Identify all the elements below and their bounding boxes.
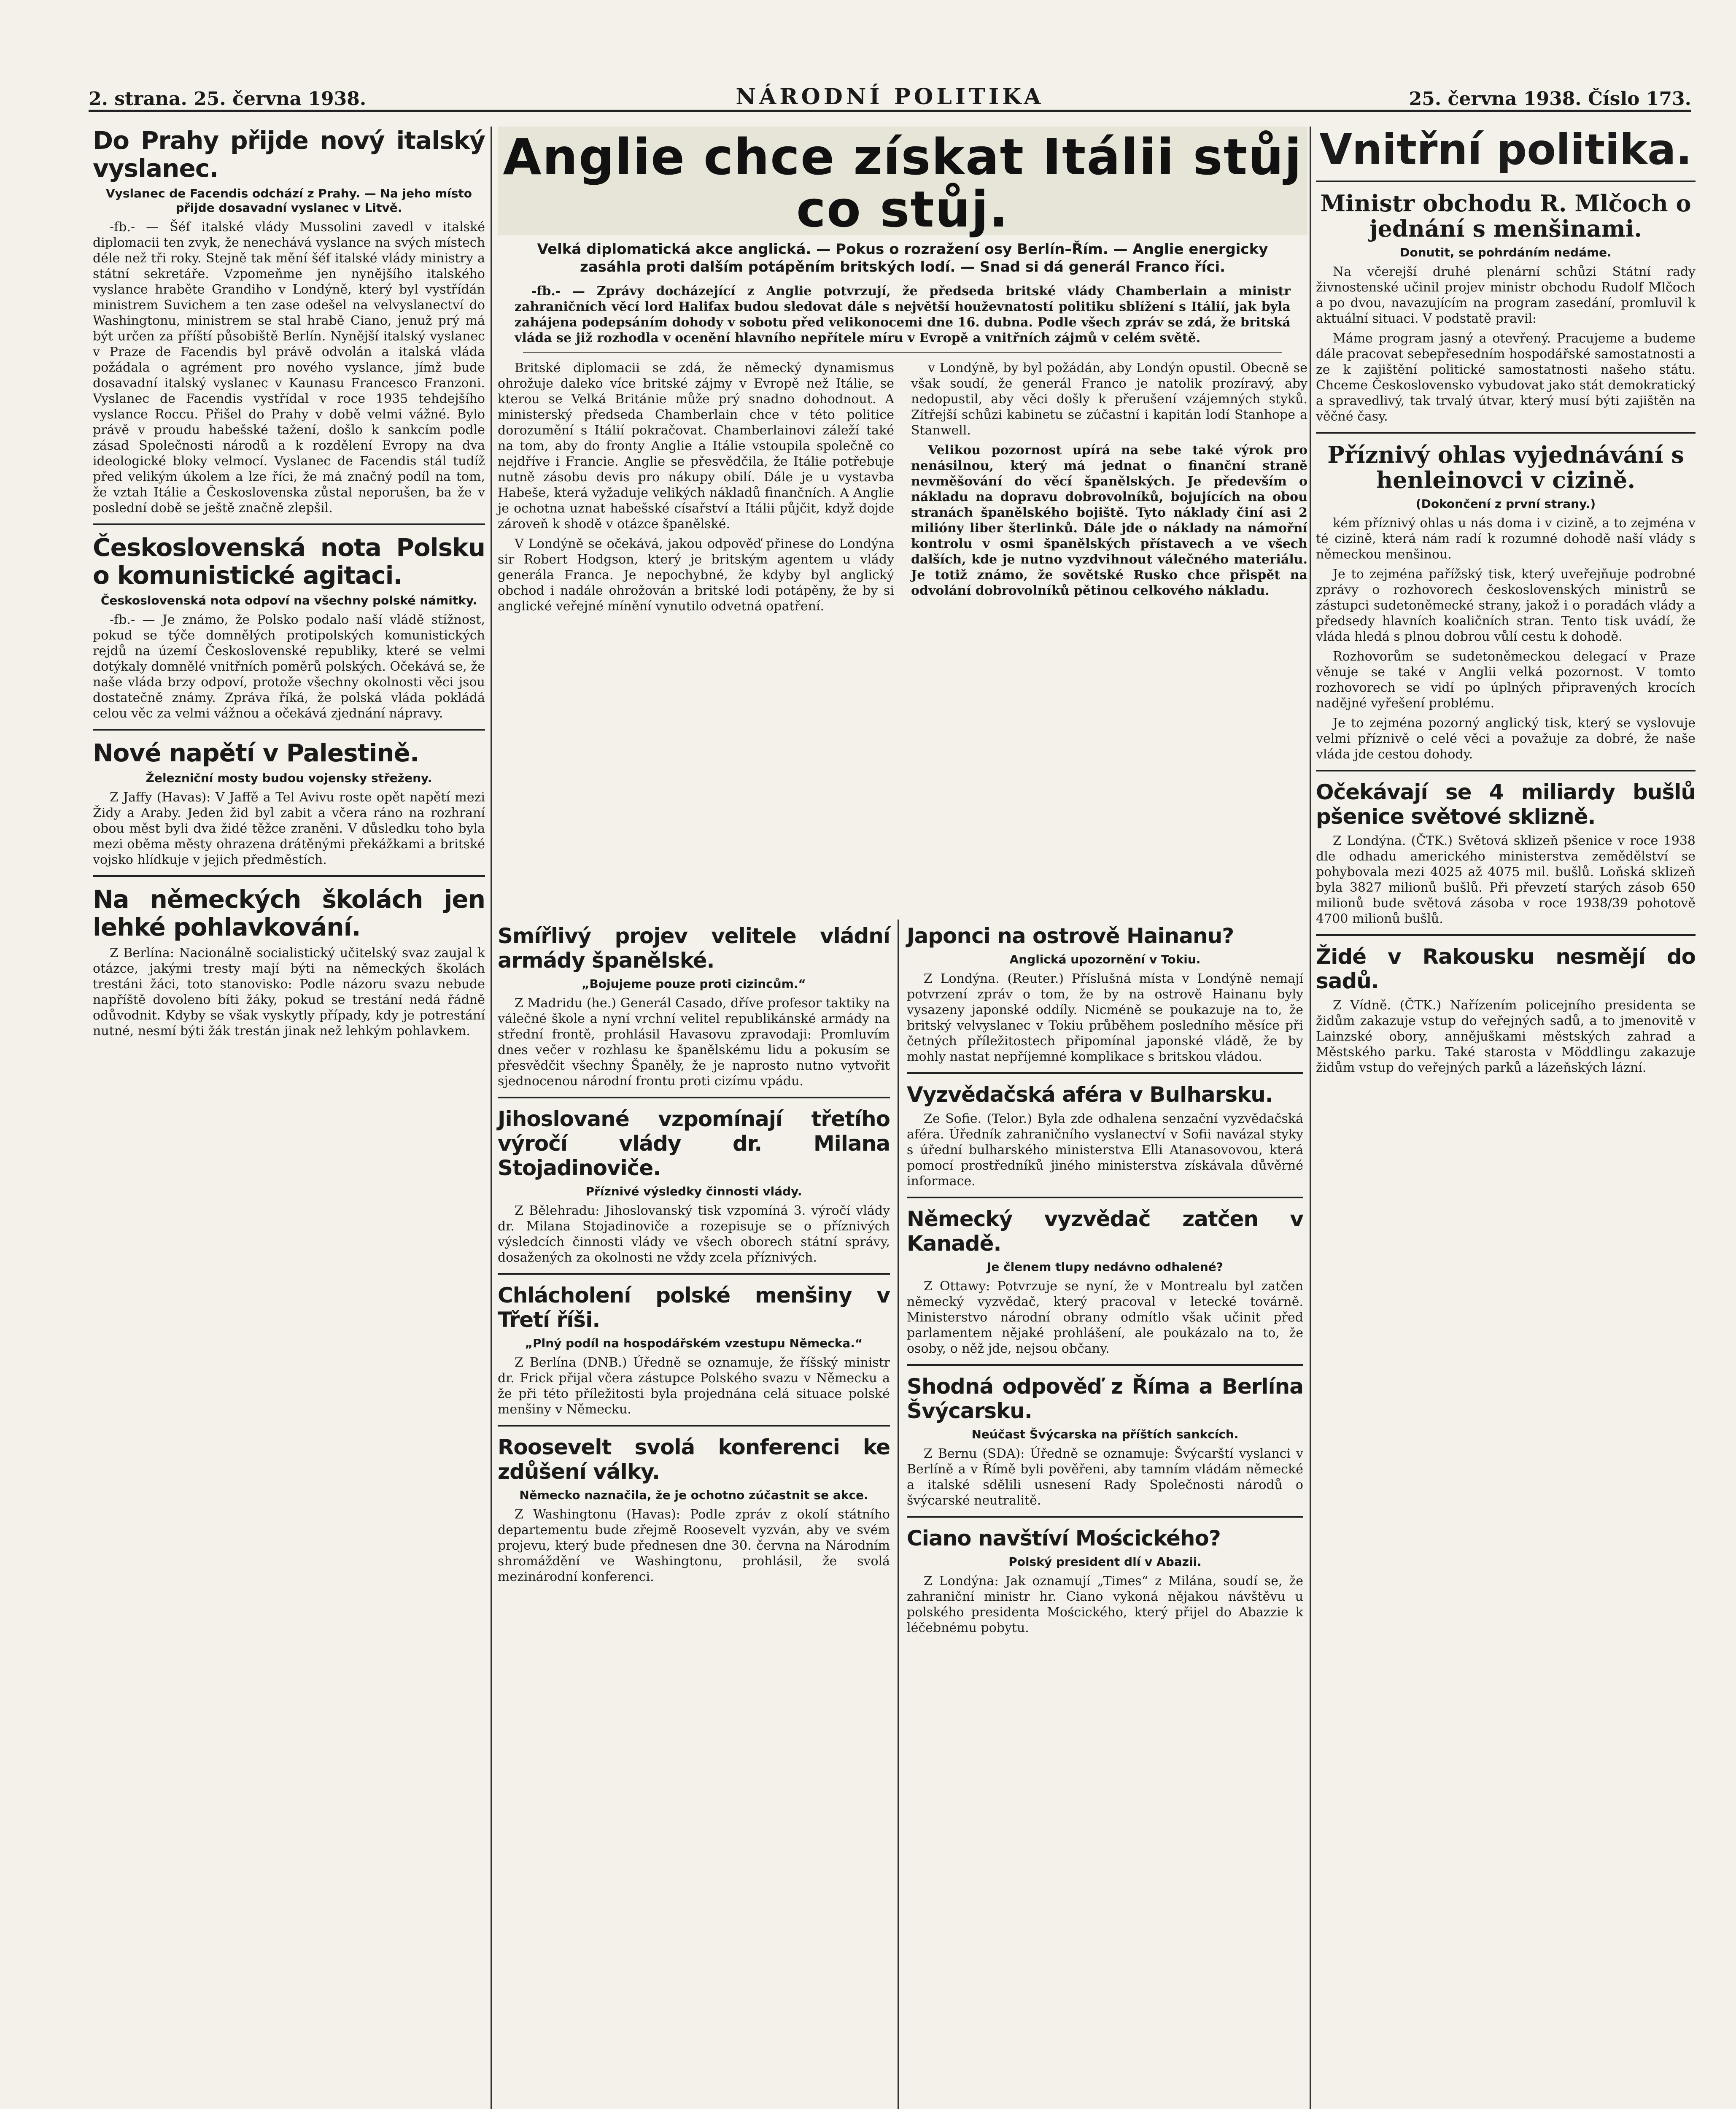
- column-3: [907, 924, 1303, 1640]
- lead-story-left: [498, 360, 894, 618]
- article-divider: [1316, 432, 1696, 434]
- masthead: [89, 74, 1691, 112]
- article-divider: [498, 1425, 890, 1427]
- lead-story: [498, 127, 1307, 618]
- article-paragraph: -fb.- — Šéf italské vlády Mussolini zavedl v italské diplomacii ten zvyk, že nenechává vyslance na svých místech déle než tři roky. Stejně tak mění šéf italské vlády ministry a státní sekretáře. Vzpomeňme jen nynějšího italského vyslance hraběte Grandiho v Londýně, který byl vystřídán ministrem Suvichem a ten zase odešel na velvyslanectví do Washingtonu, ministrem se stal hrabě Ciano, jenuž prý má být určen za příští působiště Berlín. Nynější italský vyslanec v Praze de Facendis byl právě odvolán a italská vláda požádala o agrément pro nového vyslance, jímž bude dosavadní italský vyslanec v Kaunasu Francesco Franzoni. Vyslanec de Facendis vystřídal v roce 1935 tehdejšího vyslance Roccu. Přišel do Prahy v době velmi vážné. Bylo právě v proudu habešské tažení, došlo k sankcím podle zásad Společnosti národů a k rozdělení Evropy na dva ideologické bloky velmocí. Vyslanec de Facendis stál tudíž před velikým úkolem a lze říci, že má značný podíl na tom, že vztah Itálie a Československa zůstal neporušen, ba že v poslední době se ještě značně zlepšil.: [93, 220, 485, 515]
- article-divider: [93, 729, 485, 731]
- column-2: [498, 924, 890, 1589]
- column-rule: [898, 920, 899, 2109]
- article-title: Nové napětí v Palestině.: [93, 739, 419, 767]
- article-subtitle: Neúčast Švýcarska na příštích sankcích.: [971, 1427, 1239, 1441]
- article-title: Chlácholení polské menšiny v Třetí říši.: [498, 1283, 890, 1332]
- article-divider: [907, 1072, 1303, 1074]
- article-paragraph: Z Bernu (SDA): Úředně se oznamuje: Švýcarští vyslanci v Berlíně a v Římě byli pověřeni, aby tamním vládám německé a italské sdělili usnesení Rady Společnosti národů o švýcarské neutralitě.: [907, 1446, 1303, 1508]
- article-paragraph: kém příznivý ohlas u nás doma i v cizině, a to zejména v té cizině, která nám radí k rozumné dohodě naší vlády s německou menšinou.: [1316, 516, 1696, 562]
- article-paragraph: -fb.- — Je známo, že Polsko podalo naší vládě stížnost, pokud se týče domnělých protipolských komunistických rejdů na území Československé republiky, které se velmi dotýkaly domnělé vnitřních poměrů polských. Očekává se, že naše vláda brzy odpoví, protože všechny okolnosti věci jsou dostatečně známy. Zpráva říká, že polská vláda pokládá celou věc za velmi vážnou a očekává zjednání nápravy.: [93, 612, 485, 721]
- article-title: Příznivý ohlas vyjednávání s henleinovci v cizině.: [1327, 441, 1684, 494]
- article-subtitle: Příznivé výsledky činnosti vlády.: [585, 1184, 802, 1198]
- article-paragraph: Z Jaffy (Havas): V Jaffě a Tel Avivu roste opět napětí mezi Židy a Araby. Jeden žid byl zabit a včera ráno na rozhraní obou měst byli dva židé těžce zraněni. V důsledku toho byla mezi oběma městy ohrazena drátěnými překážkami a britské vojsko hlídkuje v jejich předměstích.: [93, 790, 485, 867]
- article-paragraph: Z Madridu (he.) Generál Casado, dříve profesor taktiky na válečné škole a nyní vrchní velitel republikánské armády na střední frontě, prohlásil Havasovu zpravodaji: Promluvím dnes večer v rozhlasu ke španělskému lidu a pokusím se přesvědčit všechny Španěly, že je naprosto nutno vytvořit sjednocenou národní frontu proti cizímu vpádu.: [498, 996, 890, 1089]
- article-paragraph: Z Ottawy: Potvrzuje se nyní, že v Montrealu byl zatčen německý vyzvědač, který pracoval v letecké továrně. Ministerstvo národní obrany odmítlo však učinit před parlamentem nějaké prohlášení, ale poukázalo na to, že osoby, o něž jde, nejsou občany.: [907, 1279, 1303, 1356]
- article-title: Japonci na ostrově Hainanu?: [907, 924, 1234, 948]
- article-paragraph: Z Bělehradu: Jihoslovanský tisk vzpomíná 3. výročí vlády dr. Milana Stojadinoviče a rozepisuje se o příznivých výsledcích činnosti vlády ve všech oborech státní správy, dosažených za okolnosti ne vždy zcela příznivých.: [498, 1203, 890, 1265]
- masthead-page-date: 2. strana. 25. června 1938.: [89, 88, 367, 110]
- column-1: [93, 127, 485, 1043]
- article-paragraph: v Londýně, by byl požádán, aby Londýn opustil. Obecně se však soudí, že generál Franco je natolik prozíravý, aby nedopustil, aby věci došly k přerušení vzájemných styků. Zítřejší schůzi kabinetu se zúčastní i kapitán lodí Stanhope a Stanwell.: [911, 361, 1307, 438]
- article-title: Roosevelt svolá konferenci ke zdůšení války.: [498, 1435, 890, 1484]
- article-title: Československá nota Polsku o komunistické agitaci.: [93, 533, 485, 590]
- article-divider: [498, 1097, 890, 1098]
- article-divider: [907, 1364, 1303, 1366]
- article-paragraph: Velikou pozornost upírá na sebe také výrok pro nenásilnou, který má jednat o finanční straně nevměšování do věcí španělských. Je především o nákladu na dopravu dobrovolníků, bojujících na obou stranách španělského bojiště. Tyto náklady činí asi 2 milióny liber šterlinků. Dále jde o náklady na námořní kontrolu v osmi španělských přístavech a ve všech dalších, kde je nutno vyzdvihnout válečného materiálu. Je totiž známo, že sovětské Rusko chce přispět na odvolání dobrovolníků pětinou celkového nákladu.: [911, 443, 1307, 598]
- article-subtitle: Polský president dlí v Abazii.: [1008, 1555, 1202, 1569]
- article-subtitle: „Plný podíl na hospodářském vzestupu Německa.“: [525, 1336, 863, 1350]
- article-divider: [93, 523, 485, 525]
- masthead-title: NÁRODNÍ POLITIKA: [736, 84, 1044, 110]
- article-title: Shodná odpověď z Říma a Berlína Švýcarsku.: [907, 1374, 1303, 1423]
- article-paragraph: Na včerejší druhé plenární schůzi Státní rady živnostenské učinil projev ministr obchodu Rudolf Mlčoch a po dvou, navazujícím na program zasedání, promluvil k aktuální situaci. V podstatě pravil:: [1316, 264, 1696, 326]
- article-divider: [1316, 770, 1696, 771]
- article-subtitle: Anglická upozornění v Tokiu.: [1009, 952, 1201, 966]
- article-paragraph: V Londýně se očekává, jakou odpověď přinese do Londýna sir Robert Hodgson, který je britským agentem u vlády generála Franca. Je nepochybné, že kdyby byl anglický obchod i nadále ohrožován a britské lodi potápěny, že by si anglické veřejné mínění vynutilo odvetná opatření.: [498, 537, 894, 614]
- article-title: Na německých školách jen lehké pohlavkování.: [93, 885, 485, 941]
- article-subtitle: Je členem tlupy nedávno odhalené?: [987, 1260, 1224, 1274]
- lead-story-intro: -fb.- — Zprávy docházející z Anglie potvrzují, že předseda britské vlády Chamberlain a ministr zahraničních věcí lord Halifax budou sledovat dále s největší houževnatostí politiku sblížení s Itálií, jak byla zahájena podepsáním dohody v sobotu před velikonocemi dne 16. dubna. Podle všech zpráv se zdá, že britská vláda se již rozhodla v ocenění hlavního nepřítele míru v Evropě a vnitřních zájmů v celém světě.: [515, 284, 1291, 345]
- article-divider: [498, 1273, 890, 1275]
- lead-story-subtitle: Velká diplomatická akce anglická. — Pokus o rozražení osy Berlín–Řím. — Anglie energicky zasáhla proti dalším potápěním britských lodí. — Snad si dá generál Franco říci.: [537, 241, 1268, 275]
- article-title: Jihoslované vzpomínají třetího výročí vlády dr. Milana Stojadinoviče.: [498, 1107, 890, 1180]
- section-divider: [1316, 181, 1696, 182]
- article-subtitle: „Bojujeme pouze proti cizincům.“: [582, 977, 806, 991]
- article-title: Židé v Rakousku nesmějí do sadů.: [1316, 944, 1696, 993]
- article-subtitle: Vyslanec de Facendis odchází z Prahy. — Na jeho místo přijde dosavadní vyslanec v Litvě.: [105, 186, 472, 215]
- article-paragraph: Z Berlína (DNB.) Úředně se oznamuje, že říšský ministr dr. Frick přijal včera zástupce Polského svazu v Německu a že při této příležitosti byla projednána celá situace polské menšiny v Německu.: [498, 1355, 890, 1417]
- lead-story-body: [498, 360, 1307, 618]
- column-rule: [1310, 127, 1311, 2109]
- lead-story-right: [911, 360, 1307, 618]
- article-subtitle: Železniční mosty budou vojensky střeženy.: [146, 771, 432, 785]
- article-title: Ministr obchodu R. Mlčoch o jednání s menšinami.: [1320, 190, 1691, 242]
- lead-story-headline: Anglie chce získat Itálii stůj co stůj.: [498, 127, 1307, 235]
- article-paragraph: Britské diplomacii se zdá, že německý dynamismus ohrožuje daleko více britské zájmy v Evropě než Itálie, se kterou se Velká Británie může prý snadno dohodnout. A ministerský předseda Chamberlain chce v této politice dorozumění s Itálií pokračovat. Chamberlainovi záleží také na tom, aby do fronty Anglie a Itálie vstoupila společně co nejdříve i Francie. Anglie se přesvědčila, že Itálie potřebuje nutně zásobu devis pro nákupy obilí. Dále je u vystavba Habeše, která vyžaduje velikých nákladů finančních. A Anglie je ochotna uznat habešské císařství a Itálii půjčit, když dojde zároveň k shodě v otázce španělské.: [498, 361, 894, 531]
- article-paragraph: Z Berlína: Nacionálně socialistický učitelský svaz zaujal k otázce, jakými tresty mají býti na německých školách trestáni žáci, toto stanovisko: Podle názoru svazu nebude napříště dovoleno bíti žáky, pokud se trestání nedá řádně odůvodnit. Kdyby se však vyskytly případy, kdy je potrestání nutné, nesmí býti žák trestán jinak než lehkým pohlavkem.: [93, 946, 485, 1038]
- article-paragraph: Rozhovorům se sudetoněmeckou delegací v Praze věnuje se také v Anglii velká pozornost. V tomto rozhovorech se vidí po úplných připravených krocích nadějné vyřešení problému.: [1316, 649, 1696, 711]
- article-subtitle: Donutit, se pohrdáním nedáme.: [1400, 245, 1612, 259]
- article-divider: [93, 875, 485, 877]
- article-subtitle: Německo naznačila, že je ochotno zúčastnit se akce.: [519, 1488, 868, 1502]
- article-title: Smířlivý projev velitele vládní armády španělské.: [498, 924, 890, 973]
- lead-story-divider: [523, 352, 1282, 353]
- article-paragraph: Z Londýna. (Reuter.) Příslušná místa v Londýně nemají potvrzení zpráv o tom, že by na ostrově Hainanu byly vysazeny japonské oddíly. Nicméně se poukazuje na to, že britský velvyslanec v Tokiu průběhem posledního měsíce při četných příležitostech připomínal japonské vládě, že by mohly nastat nepříjemné komplikace s britskou vládou.: [907, 971, 1303, 1064]
- article-paragraph: Z Londýna: Jak oznamují „Times“ z Milána, soudí se, že zahraniční ministr hr. Ciano vykoná nějakou návštěvu u polského presidenta Moścického, který přijel do Abazzie k léčebnému pobytu.: [907, 1574, 1303, 1635]
- article-paragraph: Je to zejména pozorný anglický tisk, který se vyslovuje velmi příznivě o celé věci a považuje za dobré, že naše vláda jde cestou dohody.: [1316, 716, 1696, 762]
- masthead-issue: 25. června 1938. Číslo 173.: [1409, 88, 1691, 110]
- article-divider: [907, 1197, 1303, 1198]
- article-title: Německý vyzvědač zatčen v Kanadě.: [907, 1207, 1303, 1256]
- article-paragraph: Ze Sofie. (Telor.) Byla zde odhalena senzační vyzvědačská aféra. Úředník zahraničního vyslanectví v Sofii navázal styky s úřední bulharského ministerstva Elli Atanasovovou, která pomocí prostředníků jiného ministerstva získávala důvěrné informace.: [907, 1111, 1303, 1189]
- section-title: Vnitřní politika.: [1319, 125, 1692, 174]
- article-subtitle: Československá nota odpoví na všechny polské námitky.: [100, 593, 477, 607]
- article-title: Očekávají se 4 miliardy bušlů pšenice světové sklizně.: [1316, 780, 1696, 829]
- article-paragraph: Z Londýna. (ČTK.) Světová sklizeň pšenice v roce 1938 dle odhadu amerického ministerstva zemědělství se pohybovala mezi 4025 až 4075 mil. bušlů. Loňská sklizeň byla 3827 milionů bušlů. Při převzetí starých zásob 650 milionů bude světová zásoba v roce 1938/39 pohotově 4700 milionů bušlů.: [1316, 833, 1696, 926]
- article-title: Ciano navštíví Moścického?: [907, 1526, 1221, 1551]
- article-paragraph: Je to zejména pařížský tisk, který uveřejňuje podrobné zprávy o rozhovorech československých ministrů se zástupci sudetoněmecké strany, jakož i o poradách vlády a předsedy hlavních koaličních stran. Tento tisk uvádí, že vláda hledá s plnou dobrou vůlí cestu k dohodě.: [1316, 567, 1696, 644]
- article-paragraph: Z Washingtonu (Havas): Podle zpráv z okolí státního departementu bude zřejmě Roosevelt vyzván, aby ve svém projevu, který bude přednesen dne 30. června na Národním shromáždění ve Washingtonu, prohlásil, že svolá mezinárodní konferenci.: [498, 1507, 890, 1584]
- article-subtitle: (Dokončení z první strany.): [1415, 497, 1596, 511]
- article-title: Do Prahy přijde nový italský vyslanec.: [93, 126, 485, 183]
- article-divider: [907, 1516, 1303, 1518]
- article-paragraph: Z Vídně. (ČTK.) Nařízením policejního presidenta se židům zakazuje vstup do veřejných sadů, a to jmenovitě v Lainzské obory, annějuškami městských zahrad a Městského parku. Také starosta v Möddlingu zakazuje židům vstup do veřejných parků a lázeňských lázní.: [1316, 998, 1696, 1075]
- article-paragraph: Máme program jasný a otevřený. Pracujeme a budeme dále pracovat sebepřesedním hospodářské samostatnosti a ze k zajištění politické samostatnosti našeho státu. Chceme Československo vybudovat jako stát demokratický a spravedlivý, tak trvalý útvar, který musí býti zajištěn na věčné časy.: [1316, 331, 1696, 424]
- column-rule: [491, 127, 492, 2109]
- article-title: Vyzvědačská aféra v Bulharsku.: [907, 1082, 1273, 1107]
- article-divider: [1316, 934, 1696, 936]
- column-4: [1316, 127, 1696, 1080]
